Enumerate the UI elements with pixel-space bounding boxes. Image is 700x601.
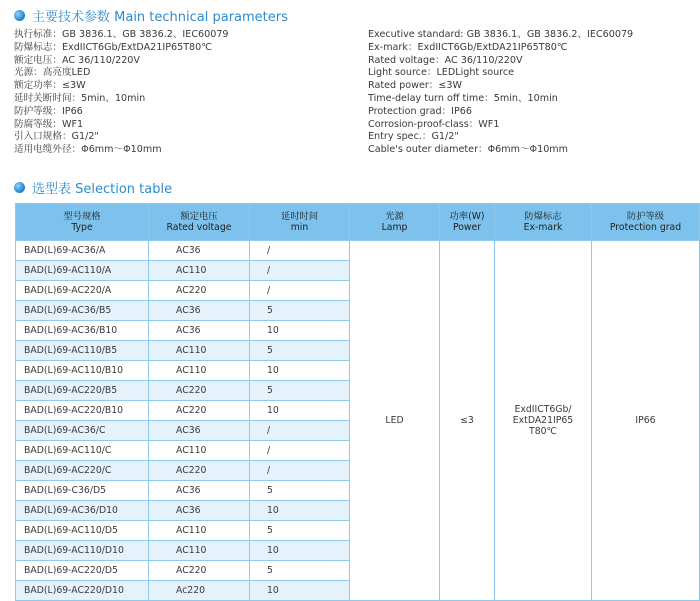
cell-delay: 10 [250, 501, 350, 521]
cell-type: BAD(L)69-AC110/A [16, 261, 149, 281]
section-title: 主要技术参数 Main technical parameters [32, 9, 288, 25]
cell-type: BAD(L)69-AC110/D5 [16, 521, 149, 541]
cell-delay: / [250, 461, 350, 481]
param-line: 防腐等级：WF1 [14, 118, 84, 130]
cell-voltage: AC220 [149, 401, 250, 421]
cell-type: BAD(L)69-AC220/A [16, 281, 149, 301]
cell-type: BAD(L)69-AC36/B5 [16, 301, 149, 321]
cell-lamp: LED [350, 241, 440, 601]
cell-power: ≤3 [440, 241, 495, 601]
cell-delay: / [250, 261, 350, 281]
cell-voltage: AC110 [149, 541, 250, 561]
cell-voltage: AC36 [149, 501, 250, 521]
param-line: 适用电缆外径：Φ6mm～Φ10mm [14, 144, 162, 156]
param-line: Ex-mark：ExdIICT6Gb/ExtDA21IP65T80℃ [368, 41, 568, 53]
cell-type: BAD(L)69-AC110/D10 [16, 541, 149, 561]
cell-voltage: AC36 [149, 321, 250, 341]
cell-type: BAD(L)69-AC220/D5 [16, 561, 149, 581]
cell-voltage: Ac220 [149, 581, 250, 601]
param-line: Rated power：≤3W [368, 80, 463, 92]
cell-delay: / [250, 241, 350, 261]
col-header-delay: 延时时间 min [250, 204, 350, 241]
selection-table [15, 203, 700, 601]
section-heading-selection [14, 178, 172, 196]
param-line: 引入口规格：G1/2" [14, 131, 99, 143]
cell-voltage: AC220 [149, 281, 250, 301]
cell-type: BAD(L)69-AC110/B10 [16, 361, 149, 381]
param-line: 防护等级：IP66 [14, 105, 83, 117]
cell-type: BAD(L)69-AC36/B10 [16, 321, 149, 341]
col-header-protection: 防护等级 Protection grad [592, 204, 700, 241]
col-header-lamp: 光源 Lamp [350, 204, 440, 241]
section-title: 选型表 Selection table [32, 181, 173, 197]
cell-voltage: AC110 [149, 361, 250, 381]
param-line: Protection grad：IP66 [368, 105, 473, 117]
cell-delay: 5 [250, 341, 350, 361]
cell-delay: 5 [250, 561, 350, 581]
cell-voltage: AC110 [149, 441, 250, 461]
cell-voltage: AC110 [149, 521, 250, 541]
cell-delay: / [250, 441, 350, 461]
cell-delay: 10 [250, 321, 350, 341]
param-line: Cable's outer diameter：Φ6mm～Φ10mm [368, 144, 569, 156]
cell-delay: 10 [250, 361, 350, 381]
cell-type: BAD(L)69-AC36/A [16, 241, 149, 261]
param-line: Light source：LEDLight source [368, 67, 515, 79]
col-header-type: 型号规格 Type [16, 204, 149, 241]
col-header-exmark: 防爆标志 Ex-mark [495, 204, 592, 241]
cell-voltage: AC36 [149, 481, 250, 501]
cell-voltage: AC36 [149, 241, 250, 261]
table-row [16, 241, 700, 261]
cell-voltage: AC220 [149, 381, 250, 401]
param-line: 防爆标志：ExdIICT6Gb/ExtDA21IP65T80℃ [14, 41, 213, 53]
cell-voltage: AC110 [149, 341, 250, 361]
section-heading-params [14, 6, 288, 24]
cell-delay: 10 [250, 581, 350, 601]
cell-delay: 5 [250, 481, 350, 501]
params-cn-list [14, 29, 229, 157]
cell-type: BAD(L)69-AC220/D10 [16, 581, 149, 601]
cell-type: BAD(L)69-AC36/C [16, 421, 149, 441]
param-line: Entry spec.：G1/2" [368, 131, 459, 143]
cell-voltage: AC220 [149, 561, 250, 581]
cell-delay: 5 [250, 301, 350, 321]
param-line: Corrosion-proof-class：WF1 [368, 118, 500, 130]
cell-type: BAD(L)69-C36/D5 [16, 481, 149, 501]
cell-delay: / [250, 421, 350, 441]
table-header-row [16, 204, 700, 241]
cell-voltage: AC220 [149, 461, 250, 481]
bullet-dot-icon [14, 10, 25, 21]
cell-delay: 5 [250, 521, 350, 541]
col-header-voltage: 额定电压 Rated voltage [149, 204, 250, 241]
cell-delay: 5 [250, 381, 350, 401]
cell-voltage: AC36 [149, 301, 250, 321]
cell-type: BAD(L)69-AC110/C [16, 441, 149, 461]
param-line: Executive standard: GB 3836.1、GB 3836.2、IEC60079 [368, 29, 634, 40]
cell-type: BAD(L)69-AC220/B10 [16, 401, 149, 421]
cell-exmark: ExdIICT6Gb/ ExtDA21IP65 T80℃ [495, 241, 592, 601]
cell-type: BAD(L)69-AC220/B5 [16, 381, 149, 401]
param-line: Time-delay turn off time：5min、10min [368, 92, 558, 104]
param-line: 光源：高亮度LED [14, 67, 91, 79]
cell-delay: 10 [250, 541, 350, 561]
col-header-power: 功率(W) Power [440, 204, 495, 241]
cell-voltage: AC36 [149, 421, 250, 441]
cell-type: BAD(L)69-AC36/D10 [16, 501, 149, 521]
param-line: 额定电压：AC 36/110/220V [14, 54, 140, 66]
cell-protection: IP66 [592, 241, 700, 601]
cell-type: BAD(L)69-AC220/C [16, 461, 149, 481]
params-en-list [368, 29, 633, 157]
param-line: Rated voltage：AC 36/110/220V [368, 54, 523, 66]
bullet-dot-icon [14, 182, 25, 193]
cell-delay: / [250, 281, 350, 301]
param-line: 执行标准：GB 3836.1、GB 3836.2、IEC60079 [14, 29, 229, 40]
param-line: 延时关断时间：5min、10min [14, 92, 146, 104]
cell-voltage: AC110 [149, 261, 250, 281]
param-line: 额定功率：≤3W [14, 80, 86, 92]
cell-delay: 10 [250, 401, 350, 421]
cell-type: BAD(L)69-AC110/B5 [16, 341, 149, 361]
